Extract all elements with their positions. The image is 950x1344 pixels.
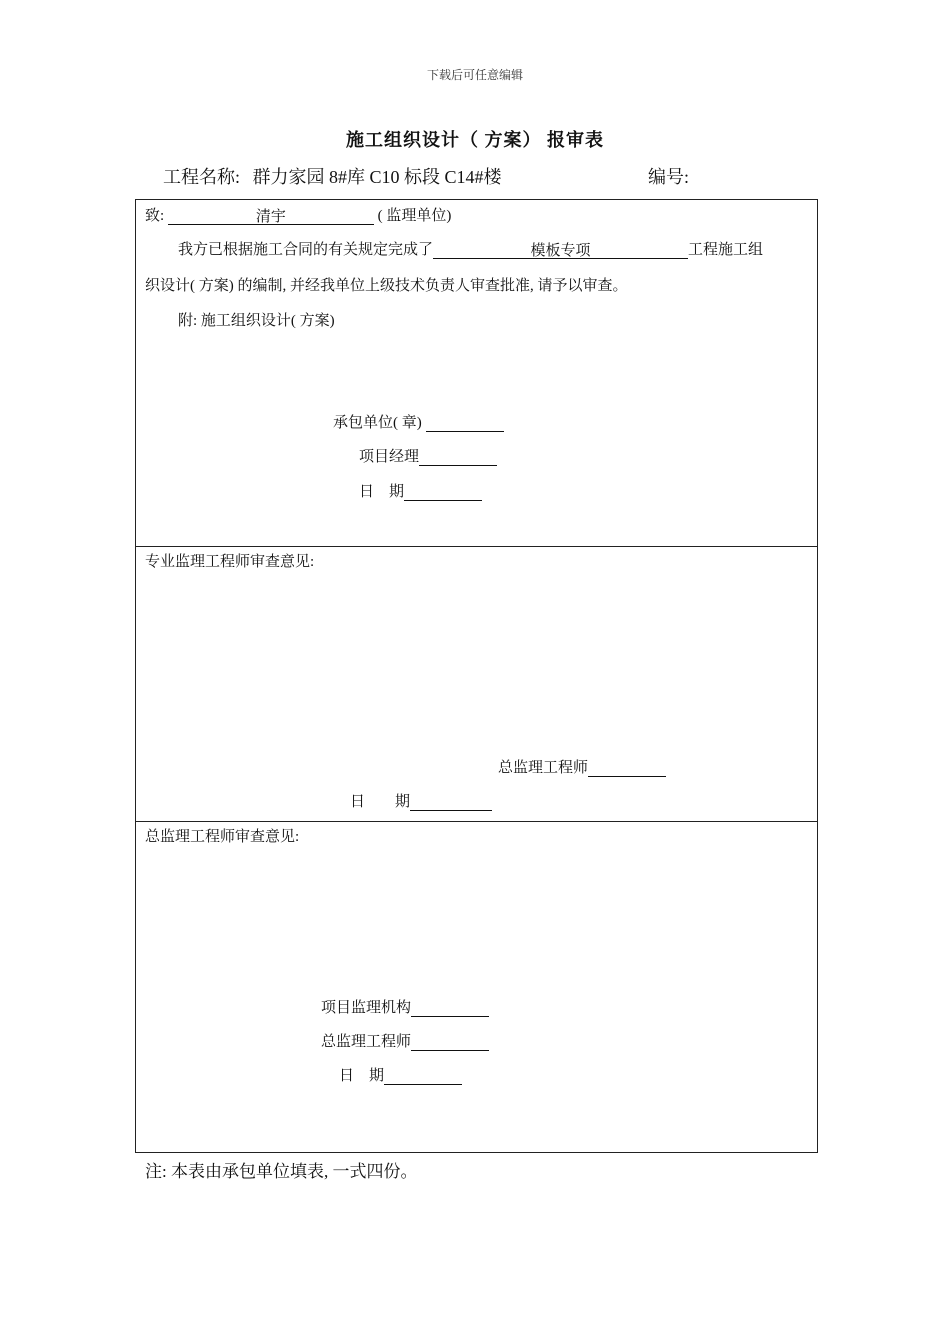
supervision-org-line	[321, 996, 489, 1017]
scheme-field[interactable]	[433, 239, 688, 259]
project-name: 群力家园 8#库 C10 标段 C14#楼	[252, 167, 502, 187]
date-line-2	[350, 790, 492, 811]
chief-engineer-field-2[interactable]	[411, 1031, 489, 1051]
supervision-org-field[interactable]	[411, 997, 489, 1017]
project-label: 工程名称:	[163, 167, 241, 187]
manager-line	[359, 445, 497, 466]
contractor-line	[333, 411, 504, 432]
footer-note: 注: 本表由承包单位填表, 一式四份。	[145, 1162, 418, 1181]
date-label-1: 日 期	[359, 484, 405, 500]
project-line	[163, 163, 502, 189]
chief-engineer-field-1[interactable]	[588, 757, 666, 777]
chief-opinion-heading: 总监理工程师审查意见:	[145, 829, 300, 845]
statement-line-1	[178, 238, 763, 259]
statement-part1: 我方已根据施工合同的有关规定完成了	[178, 242, 434, 258]
number-label: 编号:	[648, 167, 690, 187]
attachment-text: 附: 施工组织设计( 方案)	[178, 313, 335, 329]
recipient-line	[145, 204, 451, 225]
date-line-3	[339, 1064, 462, 1085]
supervision-org-label: 项目监理机构	[321, 1000, 412, 1016]
contractor-field[interactable]	[426, 412, 504, 432]
recipient-field[interactable]	[168, 205, 374, 225]
date-field-1[interactable]	[404, 481, 482, 501]
date-field-3[interactable]	[384, 1065, 462, 1085]
date-line-1	[359, 480, 482, 501]
date-label-2: 日 期	[350, 794, 411, 810]
section-divider-2	[136, 821, 817, 822]
date-field-2[interactable]	[410, 791, 492, 811]
approval-form-table	[135, 199, 818, 1153]
contractor-label: 承包单位( 章)	[333, 415, 422, 431]
form-title: 施工组织设计（ 方案） 报审表	[346, 130, 604, 150]
chief-engineer-label-2: 总监理工程师	[321, 1034, 412, 1050]
scheme-value: 模板专项	[530, 243, 591, 259]
chief-engineer-label-1: 总监理工程师	[498, 760, 589, 776]
date-label-3: 日 期	[339, 1068, 385, 1084]
header-note: 下载后可任意编辑	[426, 68, 523, 82]
chief-engineer-line-1	[498, 756, 666, 777]
statement-part3: 织设计( 方案) 的编制, 并经我单位上级技术负责人审查批准, 请予以审查。	[145, 278, 628, 294]
manager-field[interactable]	[419, 446, 497, 466]
to-label: 致:	[145, 208, 165, 224]
manager-label: 项目经理	[359, 449, 420, 465]
statement-part2: 工程施工组	[688, 242, 764, 258]
specialist-opinion-heading: 专业监理工程师审查意见:	[145, 554, 315, 570]
recipient-role: ( 监理单位)	[377, 208, 452, 224]
chief-engineer-line-2	[321, 1030, 489, 1051]
section-divider-1	[136, 546, 817, 547]
recipient-value: 清宇	[255, 209, 286, 225]
